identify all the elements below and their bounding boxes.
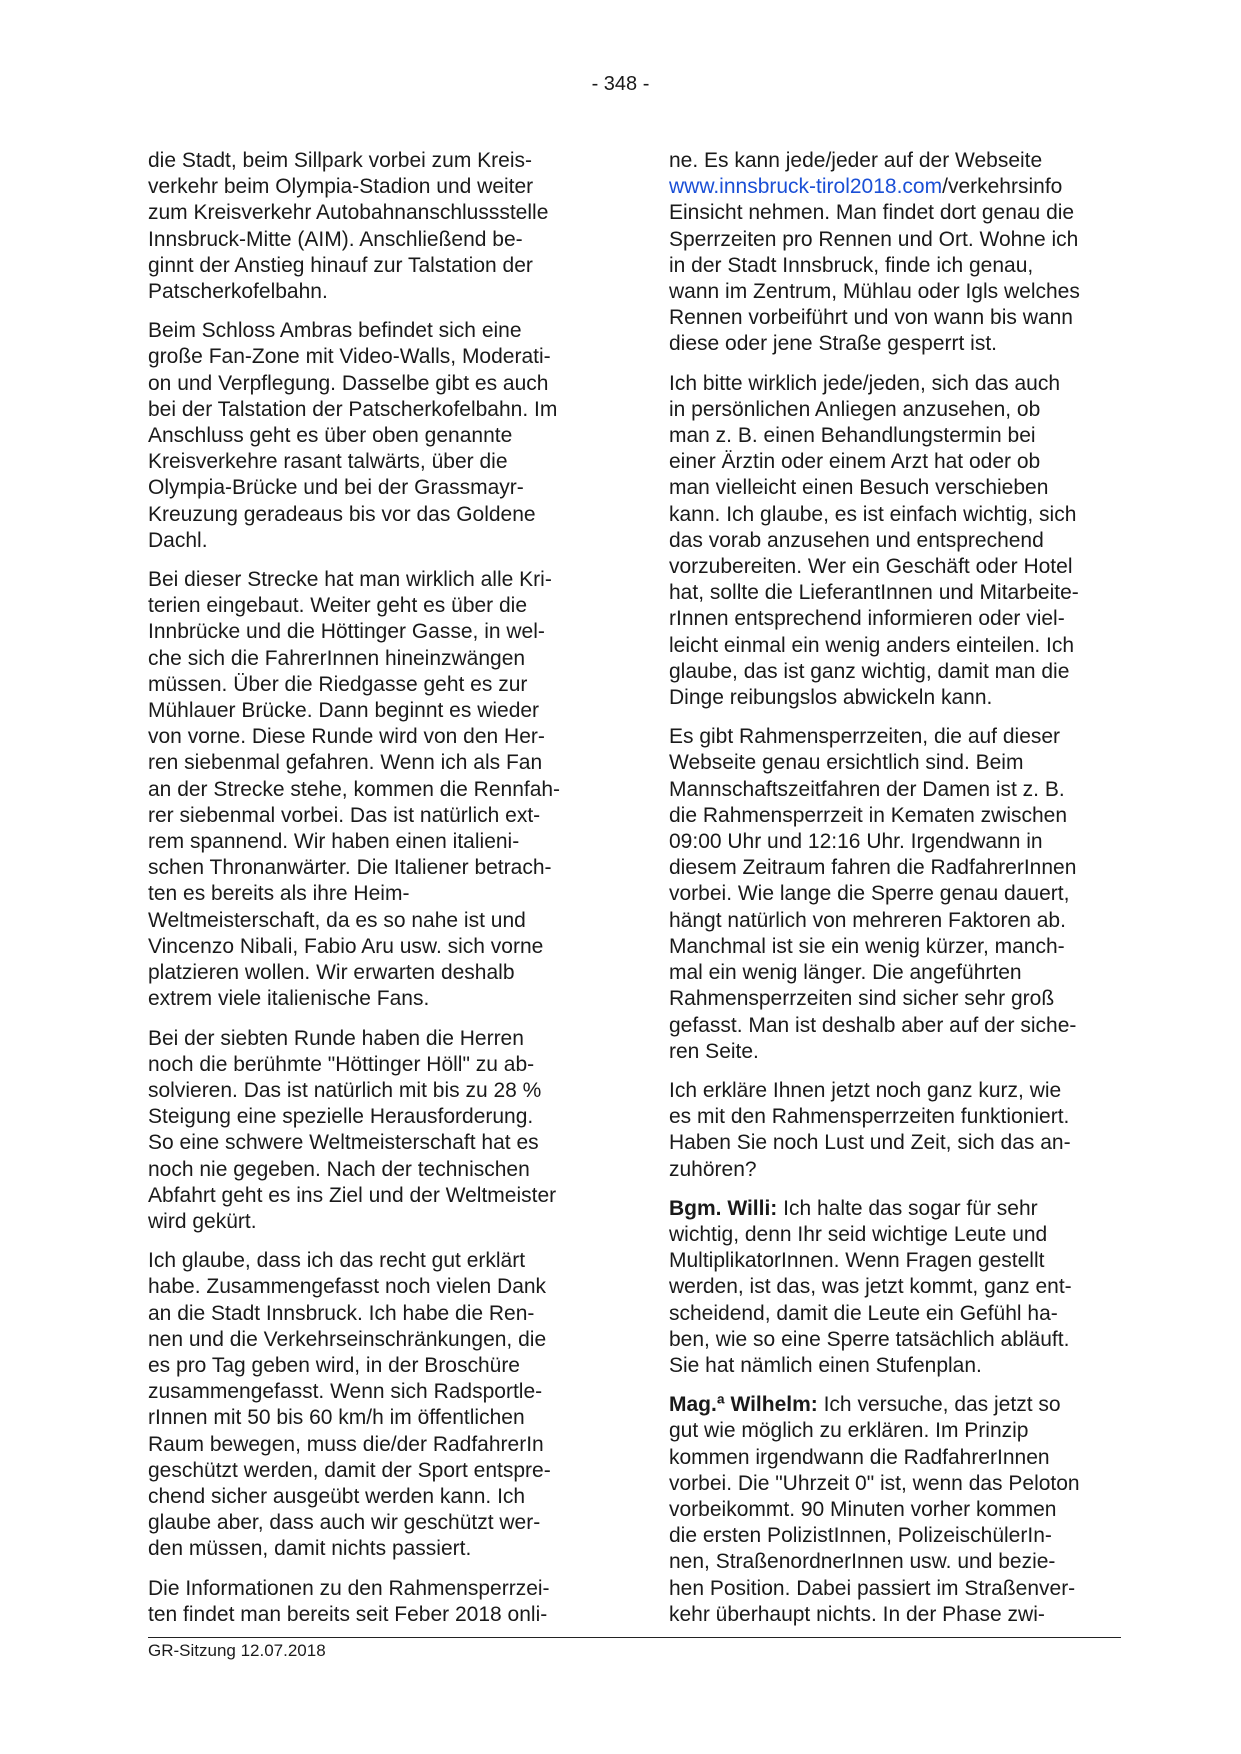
speech-text: Ich halte das sogar für sehr [777, 1196, 1038, 1220]
paragraph [669, 148, 1129, 358]
text-line: rem spannend. Wir haben einen italieni- [148, 830, 520, 854]
paragraph [148, 1248, 603, 1562]
text-line: werden, ist das, was jetzt kommt, ganz ent- [669, 1275, 1072, 1299]
text-line: Kreuzung geradeaus bis vor das Goldene [148, 502, 536, 526]
text-line: 09:00 Uhr und 12:16 Uhr. Irgendwann in [669, 830, 1043, 854]
text-line: man vielleicht einen Besuch verschieben [669, 476, 1049, 500]
text-line: Rennen vorbeiführt und von wann bis wann [669, 306, 1073, 330]
text-line: ben, wie so eine Sperre tatsächlich abläuft. [669, 1327, 1070, 1351]
text-line: ren Seite. [669, 1039, 759, 1063]
text-line: wird gekürt. [148, 1209, 257, 1233]
text-line: kommen irgendwann die RadfahrerInnen [669, 1445, 1050, 1469]
text-line: on und Verpflegung. Dasselbe gibt es auch [148, 371, 549, 395]
text-line: nen, StraßenordnerInnen usw. und bezie- [669, 1550, 1056, 1574]
text-line: Sie hat nämlich einen Stufenplan. [669, 1353, 982, 1377]
text-line: das vorab anzusehen und entsprechend [669, 528, 1044, 552]
text-line: vorbei. Wie lange die Sperre genau dauert, [669, 882, 1070, 906]
text-line: Dinge reibungslos abwickeln kann. [669, 686, 993, 710]
text-line: che sich die FahrerInnen hineinzwängen [148, 646, 526, 670]
text-line: zum Kreisverkehr Autobahnanschlussstelle [148, 201, 549, 225]
link-suffix: /verkehrsinfo [942, 175, 1063, 199]
text-line: die Rahmensperrzeit in Kematen zwischen [669, 803, 1068, 827]
text-line: es pro Tag geben wird, in der Broschüre [148, 1353, 520, 1377]
text-line: glaube aber, dass auch wir geschützt wer- [148, 1511, 541, 1535]
text-line: hen Position. Dabei passiert im Straßenver- [669, 1576, 1076, 1600]
text-line: an die Stadt Innsbruck. Ich habe die Ren- [148, 1301, 535, 1325]
footer-divider [148, 1637, 1121, 1638]
text-line: leicht einmal ein wenig anders einteilen. Ich [669, 633, 1075, 657]
text-line: ginnt der Anstieg hinauf zur Talstation der [148, 253, 533, 277]
text-line: den müssen, damit nichts passiert. [148, 1537, 472, 1561]
text-line: hat, sollte die LieferantInnen und Mitarbeite- [669, 581, 1079, 605]
text-line: Steigung eine spezielle Herausforderung. [148, 1105, 534, 1129]
text-line: ten es bereits als ihre Heim- [148, 882, 410, 906]
text-line: scheidend, damit die Leute ein Gefühl ha- [669, 1301, 1058, 1325]
text-line: Kreisverkehre rasant talwärts, über die [148, 450, 508, 474]
paragraph [148, 318, 603, 554]
text-line [669, 174, 1129, 200]
text-line: in persönlichen Anliegen anzusehen, ob [669, 397, 1041, 421]
text-line: habe. Zusammengefasst noch vielen Dank [148, 1275, 547, 1299]
text-line: ne. Es kann jede/jeder auf der Webseite [669, 149, 1043, 172]
text-line: wichtig, denn Ihr seid wichtige Leute und [669, 1222, 1048, 1246]
text-line: noch nie gegeben. Nach der technischen [148, 1157, 530, 1181]
paragraph [148, 148, 603, 305]
text-line: Anschluss geht es über oben genannte [148, 424, 513, 448]
paragraph [148, 1576, 603, 1628]
text-line: vorzubereiten. Wer ein Geschäft oder Hotel [669, 555, 1073, 579]
text-line: man z. B. einen Behandlungstermin bei [669, 424, 1036, 448]
text-line: Haben Sie noch Lust und Zeit, sich das an- [669, 1131, 1071, 1155]
text-line: extrem viele italienische Fans. [148, 987, 430, 1011]
text-line: glaube, das ist ganz wichtig, damit man die [669, 659, 1070, 683]
text-line: an der Strecke stehe, kommen die Rennfah- [148, 777, 561, 801]
text-line: ren siebenmal gefahren. Wenn ich als Fan [148, 751, 543, 775]
text-line: gut wie möglich zu erklären. Im Prinzip [669, 1419, 1029, 1443]
text-line: kann. Ich glaube, es ist einfach wichtig, sich [669, 502, 1077, 526]
text-line: von vorne. Diese Runde wird von den Her- [148, 725, 545, 749]
text-line: es mit den Rahmensperrzeiten funktioniert. [669, 1105, 1070, 1129]
text-line: Innsbruck-Mitte (AIM). Anschließend be- [148, 227, 523, 251]
speaker-name: Bgm. Willi: [669, 1196, 778, 1220]
text-line: Sperrzeiten pro Rennen und Ort. Wohne ich [669, 227, 1079, 251]
text-line: schen Thronanwärter. Die Italiener betrach- [148, 856, 552, 880]
text-line: platzieren wollen. Wir erwarten deshalb [148, 961, 515, 985]
text-line: Beim Schloss Ambras befindet sich eine [148, 319, 522, 343]
website-link[interactable]: www.innsbruck-tirol2018.com [669, 175, 943, 199]
text-line: terien eingebaut. Weiter geht es über die [148, 594, 528, 618]
text-line: solvieren. Das ist natürlich mit bis zu 28 % [148, 1078, 542, 1102]
text-line: noch die berühmte "Höttinger Höll" zu ab- [148, 1052, 535, 1076]
text-line: So eine schwere Weltmeisterschaft hat es [148, 1131, 539, 1155]
text-line: die ersten PolizistInnen, PolizeischülerIn- [669, 1524, 1052, 1548]
text-line: rer siebenmal vorbei. Das ist natürlich ext- [148, 803, 541, 827]
text-line: Ich glaube, dass ich das recht gut erklärt [148, 1249, 526, 1273]
text-line: hängt natürlich von mehreren Faktoren ab. [669, 908, 1066, 932]
text-line: Es gibt Rahmensperrzeiten, die auf dieser [669, 725, 1061, 749]
text-line: Ich bitte wirklich jede/jeden, sich das auch [669, 371, 1061, 395]
left-column [148, 148, 603, 1641]
text-line: Bei der siebten Runde haben die Herren [148, 1026, 524, 1050]
text-line: diesem Zeitraum fahren die RadfahrerInnen [669, 856, 1077, 880]
text-line [669, 1392, 1129, 1418]
speech-text: Ich versuche, das jetzt so [817, 1393, 1061, 1417]
text-line: Abfahrt geht es ins Ziel und der Weltmeister [148, 1183, 557, 1207]
text-line [669, 1196, 1129, 1222]
text-line: müssen. Über die Riedgasse geht es zur [148, 672, 528, 696]
text-line: Olympia-Brücke und bei der Grassmayr- [148, 476, 524, 500]
text-line: vorbeikommt. 90 Minuten vorher kommen [669, 1497, 1057, 1521]
speech-paragraph [669, 1392, 1129, 1628]
text-line: Weltmeisterschaft, da es so nahe ist und [148, 908, 526, 932]
right-column [669, 148, 1129, 1641]
text-line: Mannschaftszeitfahren der Damen ist z. B. [669, 777, 1065, 801]
text-line: Vincenzo Nibali, Fabio Aru usw. sich vorne [148, 934, 544, 958]
text-line: Webseite genau ersichtlich sind. Beim [669, 751, 1024, 775]
text-line: Innbrücke und die Höttinger Gasse, in wel- [148, 620, 545, 644]
text-line: Dachl. [148, 528, 208, 552]
speech-paragraph [669, 1196, 1129, 1379]
text-line: geschützt werden, damit der Sport entspre- [148, 1458, 551, 1482]
text-line: Die Informationen zu den Rahmensperrzei- [148, 1576, 550, 1600]
text-line: große Fan-Zone mit Video-Walls, Moderati- [148, 345, 551, 369]
text-line: kehr überhaupt nichts. In der Phase zwi- [669, 1602, 1045, 1626]
paragraph [669, 1078, 1129, 1183]
text-line: Patscherkofelbahn. [148, 280, 328, 304]
text-line: die Stadt, beim Sillpark vorbei zum Kreis- [148, 149, 532, 172]
text-line: zuhören? [669, 1157, 757, 1181]
text-line: Einsicht nehmen. Man findet dort genau die [669, 201, 1075, 225]
text-line: diese oder jene Straße gesperrt ist. [669, 332, 998, 356]
page-number: - 348 - [591, 73, 650, 95]
text-line: MultiplikatorInnen. Wenn Fragen gestellt [669, 1249, 1045, 1273]
text-line: mal ein wenig länger. Die angeführten [669, 961, 1022, 985]
text-line: rInnen entsprechend informieren oder viel- [669, 607, 1065, 631]
text-line: rInnen mit 50 bis 60 km/h im öffentlichen [148, 1406, 525, 1430]
text-line: in der Stadt Innsbruck, finde ich genau, [669, 253, 1034, 277]
speaker-name: Mag.ª Wilhelm: [669, 1393, 818, 1417]
text-line: Bei dieser Strecke hat man wirklich alle Kri- [148, 568, 552, 592]
text-line: gefasst. Man ist deshalb aber auf der siche- [669, 1013, 1077, 1037]
paragraph [148, 1026, 603, 1236]
footer-text: GR-Sitzung 12.07.2018 [148, 1641, 326, 1660]
text-line: Mühlauer Brücke. Dann beginnt es wieder [148, 699, 540, 723]
text-line: Rahmensperrzeiten sind sicher sehr groß [669, 987, 1055, 1011]
text-line: Raum bewegen, muss die/der RadfahrerIn [148, 1432, 544, 1456]
text-line: vorbei. Die "Uhrzeit 0" ist, wenn das Peloton [669, 1471, 1080, 1495]
paragraph [669, 724, 1129, 1065]
paragraph [669, 371, 1129, 712]
text-line: wann im Zentrum, Mühlau oder Igls welches [669, 280, 1080, 304]
text-line: ten findet man bereits seit Feber 2018 onli- [148, 1602, 548, 1626]
text-line: verkehr beim Olympia-Stadion und weiter [148, 175, 534, 199]
text-line: chend sicher ausgeübt werden kann. Ich [148, 1484, 526, 1508]
paragraph [148, 567, 603, 1012]
text-line: Ich erkläre Ihnen jetzt noch ganz kurz, wie [669, 1078, 1062, 1102]
text-line: bei der Talstation der Patscherkofelbahn. Im [148, 397, 558, 421]
text-line: nen und die Verkehrseinschränkungen, die [148, 1327, 547, 1351]
text-line: zusammengefasst. Wenn sich Radsportle- [148, 1380, 543, 1404]
text-line: einer Ärztin oder einem Arzt hat oder ob [669, 450, 1041, 474]
text-line: Manchmal ist sie ein wenig kürzer, manch- [669, 934, 1065, 958]
